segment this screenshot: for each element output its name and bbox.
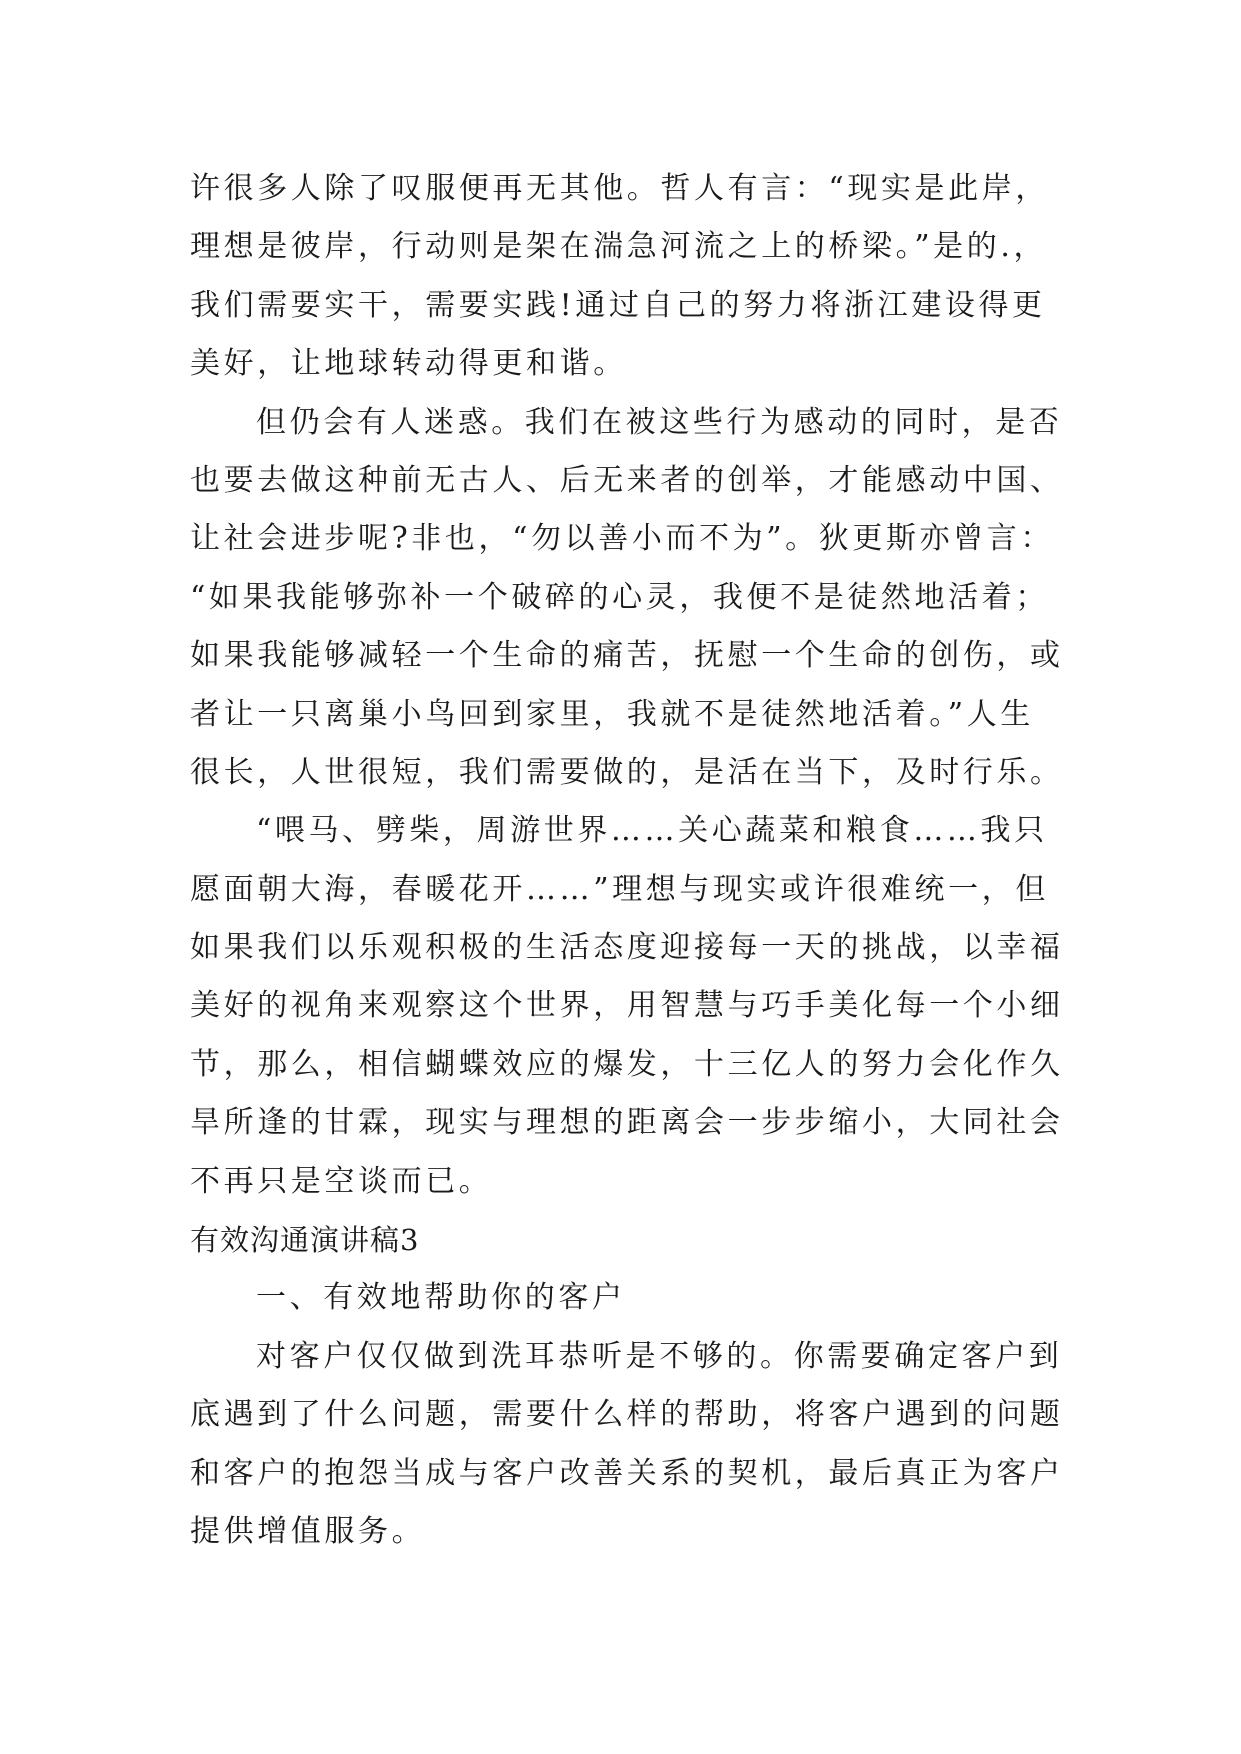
text-line: 不再只是空谈而已。 [190, 1163, 493, 1199]
section-heading: 有效沟通演讲稿3 [190, 1223, 420, 1258]
text-line: 旱所逢的甘霖，现实与理想的距离会一步步缩小，大同社会 [190, 1105, 1064, 1141]
text-line: 美好，让地球转动得更和谐。 [190, 346, 627, 382]
text-line: 美好的视角来观察这个世界，用智慧与巧手美化每一个小细 [190, 988, 1064, 1024]
text-line: 但仍会有人迷惑。我们在被这些行为感动的同时，是否 [256, 404, 1063, 440]
document-body [190, 160, 1064, 1561]
text-line: 我们需要实干，需要实践!通过自己的努力将浙江建设得更 [190, 287, 1046, 323]
text-line: 如果我们以乐观积极的生活态度迎接每一天的挑战，以幸福 [190, 930, 1064, 966]
text-line: 理想是彼岸，行动则是架在湍急河流之上的桥梁。”是的.， [190, 229, 1048, 265]
text-line: 对客户仅仅做到洗耳恭听是不够的。你需要确定客户到 [256, 1338, 1063, 1374]
text-line: 和客户的抱怨当成与客户改善关系的契机，最后真正为客户 [190, 1455, 1064, 1491]
text-line: 底遇到了什么问题，需要什么样的帮助，将客户遇到的问题 [190, 1397, 1064, 1433]
text-line: 让社会进步呢?非也，“勿以善小而不为”。狄更斯亦曾言： [190, 521, 1054, 557]
text-line: 节，那么，相信蝴蝶效应的爆发，十三亿人的努力会化作久 [190, 1046, 1064, 1082]
text-line: 很长，人世很短，我们需要做的，是活在当下，及时行乐。 [190, 754, 1064, 790]
text-line: “喂马、劈柴，周游世界……关心蔬菜和粮食……我只 [256, 813, 1048, 849]
text-line: 提供增值服务。 [190, 1513, 426, 1549]
text-line: 也要去做这种前无古人、后无来者的创举，才能感动中国、 [190, 462, 1064, 498]
text-line: 愿面朝大海，春暖花开……”理想与现实或许很难统一，但 [190, 871, 1049, 907]
text-line: 如果我能够减轻一个生命的痛苦，抚慰一个生命的创伤，或 [190, 638, 1064, 674]
text-line: 许很多人除了叹服便再无其他。哲人有言：“现实是此岸， [190, 171, 1049, 206]
text-line: 者让一只离巢小鸟回到家里，我就不是徒然地活着。”人生 [190, 696, 1034, 732]
text-line: “如果我能够弥补一个破碎的心灵，我便不是徒然地活着； [190, 579, 1049, 615]
text-line: 一、有效地帮助你的客户 [256, 1280, 626, 1316]
